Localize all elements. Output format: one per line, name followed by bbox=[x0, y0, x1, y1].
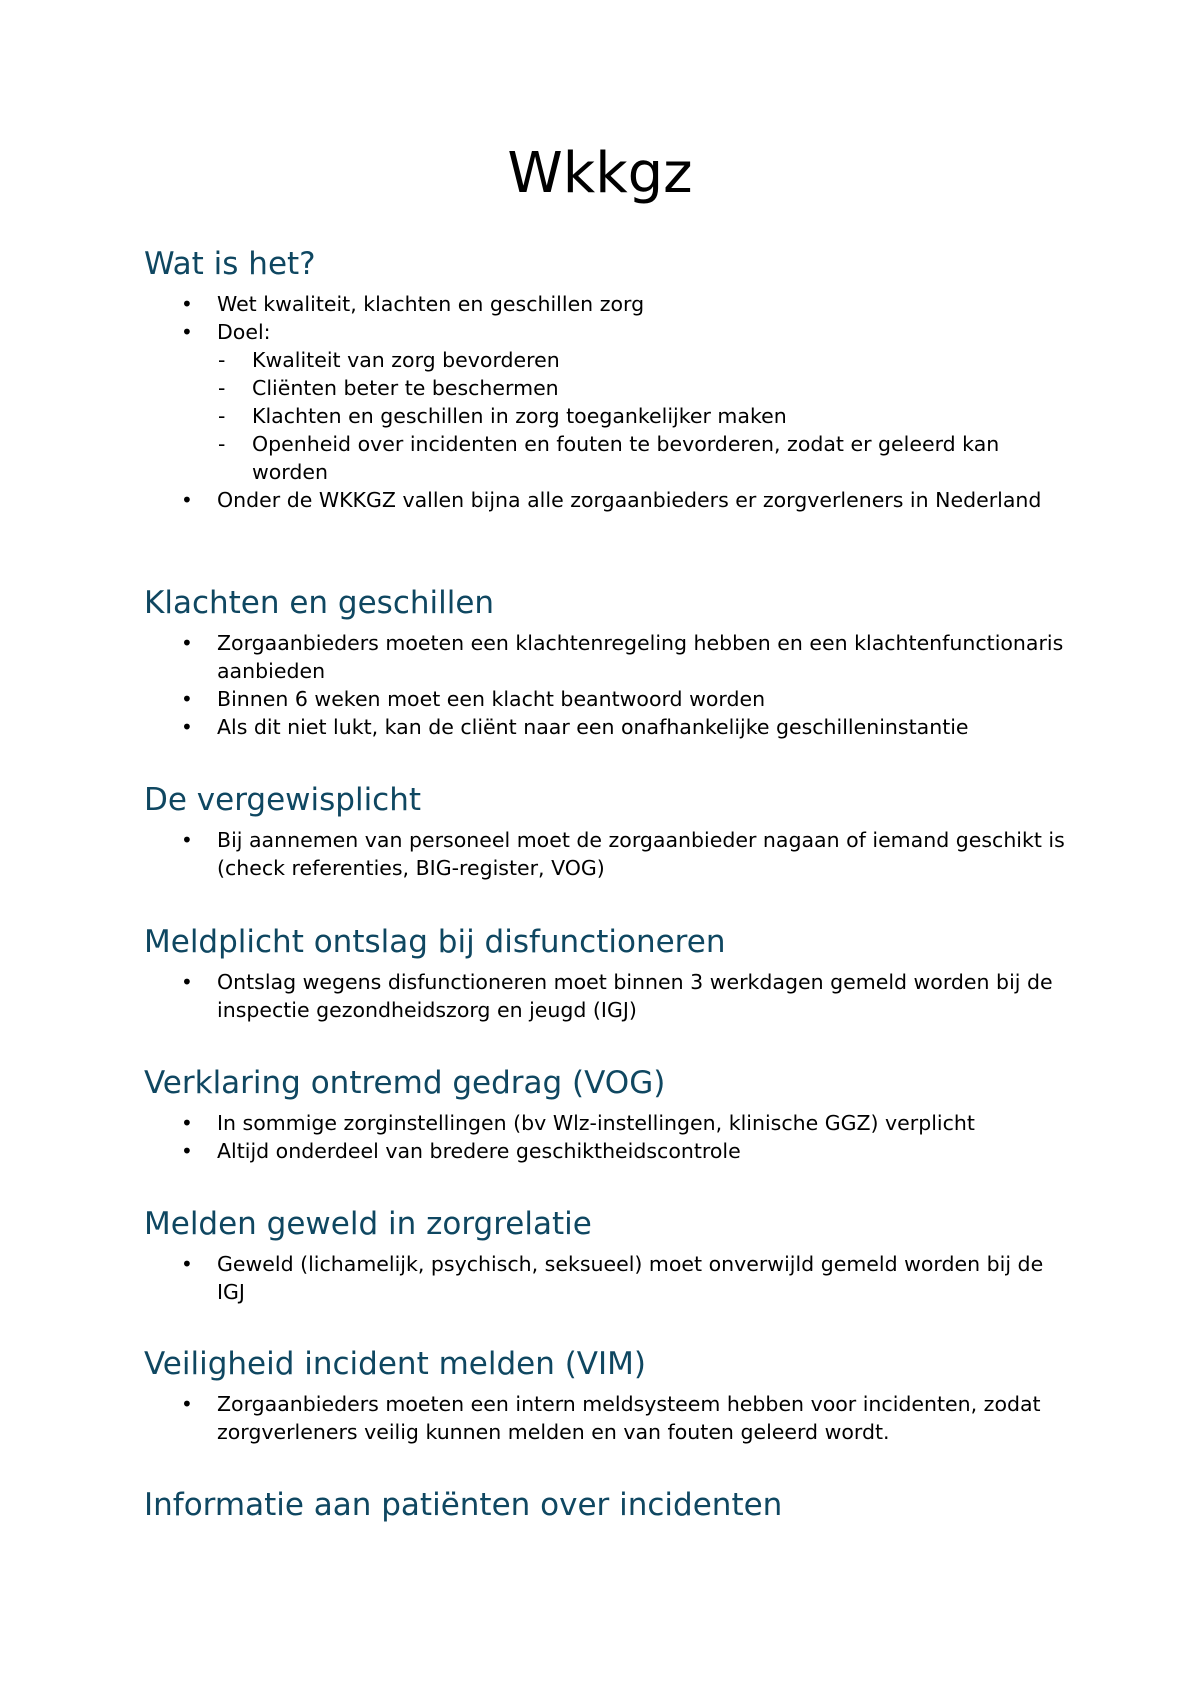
list-item-text: Zorgaanbieders moeten een intern meldsysteem hebben voor incidenten, zodat zorgverleners veilig kunnen melden en van fouten geleerd wordt. bbox=[217, 1392, 1041, 1444]
bullet-icon: • bbox=[181, 1392, 193, 1416]
list-item bbox=[144, 629, 1074, 685]
list-item bbox=[144, 318, 1074, 486]
bullet-icon: • bbox=[181, 631, 193, 655]
list-item-text: Als dit niet lukt, kan de cliënt naar een onafhankelijke geschilleninstantie bbox=[217, 715, 969, 739]
section-klachten-en-geschillen bbox=[144, 583, 1074, 741]
dash-icon: - bbox=[218, 432, 226, 456]
bullet-icon: • bbox=[181, 320, 193, 344]
bullet-list bbox=[144, 1109, 1074, 1165]
bullet-icon: • bbox=[181, 1252, 193, 1276]
section-vim bbox=[144, 1344, 1074, 1446]
list-item bbox=[144, 685, 1074, 713]
section-heading: Veiligheid incident melden (VIM) bbox=[144, 1346, 646, 1382]
dash-icon: - bbox=[218, 404, 226, 428]
bullet-icon: • bbox=[181, 488, 193, 512]
list-item bbox=[144, 1137, 1074, 1165]
sub-list-item bbox=[144, 402, 1074, 430]
section-melden-geweld bbox=[144, 1204, 1074, 1306]
sub-list-item bbox=[144, 374, 1074, 402]
list-item-text: Binnen 6 weken moet een klacht beantwoord worden bbox=[217, 687, 766, 711]
section-meldplicht-ontslag bbox=[144, 922, 1074, 1024]
sub-list-item-text: Cliënten beter te beschermen bbox=[252, 376, 559, 400]
section-heading: Wat is het? bbox=[144, 246, 316, 282]
list-item bbox=[144, 713, 1074, 741]
list-item bbox=[144, 1109, 1074, 1137]
sub-list-item-text: Klachten en geschillen in zorg toegankelijker maken bbox=[252, 404, 787, 428]
section-heading: Klachten en geschillen bbox=[144, 585, 495, 621]
list-item bbox=[144, 826, 1074, 882]
section-wat-is-het bbox=[144, 244, 1074, 514]
list-item-text: Ontslag wegens disfunctioneren moet binnen 3 werkdagen gemeld worden bij de inspectie gezondheidszorg en jeugd (IGJ) bbox=[217, 970, 1053, 1022]
list-item-text: Zorgaanbieders moeten een klachtenregeling hebben en een klachtenfunctionaris aanbieden bbox=[217, 631, 1064, 683]
section-heading: Meldplicht ontslag bij disfunctioneren bbox=[144, 924, 726, 960]
section-vog bbox=[144, 1063, 1074, 1165]
dash-icon: - bbox=[218, 376, 226, 400]
list-item bbox=[144, 1390, 1074, 1446]
section-heading: Melden geweld in zorgrelatie bbox=[144, 1206, 592, 1242]
bullet-icon: • bbox=[181, 292, 193, 316]
section-heading: Verklaring ontremd gedrag (VOG) bbox=[144, 1065, 666, 1101]
section-informatie-patienten bbox=[144, 1485, 1074, 1531]
section-vergewisplicht bbox=[144, 780, 1074, 882]
list-item-text: In sommige zorginstellingen (bv Wlz-instellingen, klinische GGZ) verplicht bbox=[217, 1111, 975, 1135]
sub-list bbox=[144, 346, 1074, 486]
bullet-list bbox=[144, 629, 1074, 741]
list-item bbox=[144, 486, 1074, 514]
sub-list-item bbox=[144, 346, 1074, 374]
section-heading: De vergewisplicht bbox=[144, 782, 422, 818]
bullet-icon: • bbox=[181, 715, 193, 739]
bullet-icon: • bbox=[181, 1139, 193, 1163]
list-item bbox=[144, 968, 1074, 1024]
list-item-text: Doel: bbox=[217, 320, 271, 344]
section-heading: Informatie aan patiënten over incidenten bbox=[144, 1487, 783, 1523]
bullet-icon: • bbox=[181, 687, 193, 711]
list-item-text: Wet kwaliteit, klachten en geschillen zorg bbox=[217, 292, 645, 316]
sub-list-item-text: Openheid over incidenten en fouten te bevorderen, zodat er geleerd kan worden bbox=[252, 432, 1000, 484]
sub-list-item bbox=[144, 430, 1074, 486]
bullet-list bbox=[144, 290, 1074, 514]
sub-list-item-text: Kwaliteit van zorg bevorderen bbox=[252, 348, 560, 372]
bullet-list bbox=[144, 968, 1074, 1024]
bullet-list bbox=[144, 1390, 1074, 1446]
list-item-text: Bij aannemen van personeel moet de zorgaanbieder nagaan of iemand geschikt is (check referenties, BIG-register, VOG) bbox=[217, 828, 1065, 880]
list-item-text: Geweld (lichamelijk, psychisch, seksueel) moet onverwijld gemeld worden bij de IGJ bbox=[217, 1252, 1044, 1304]
document-title: Wkkgz bbox=[507, 141, 693, 206]
bullet-icon: • bbox=[181, 970, 193, 994]
dash-icon: - bbox=[218, 348, 226, 372]
list-item-text: Onder de WKKGZ vallen bijna alle zorgaanbieders er zorgverleners in Nederland bbox=[217, 488, 1042, 512]
bullet-icon: • bbox=[181, 828, 193, 852]
list-item bbox=[144, 1250, 1074, 1306]
list-item bbox=[144, 290, 1074, 318]
list-item-text: Altijd onderdeel van bredere geschiktheidscontrole bbox=[217, 1139, 741, 1163]
bullet-icon: • bbox=[181, 1111, 193, 1135]
bullet-list bbox=[144, 826, 1074, 882]
bullet-list bbox=[144, 1250, 1074, 1306]
